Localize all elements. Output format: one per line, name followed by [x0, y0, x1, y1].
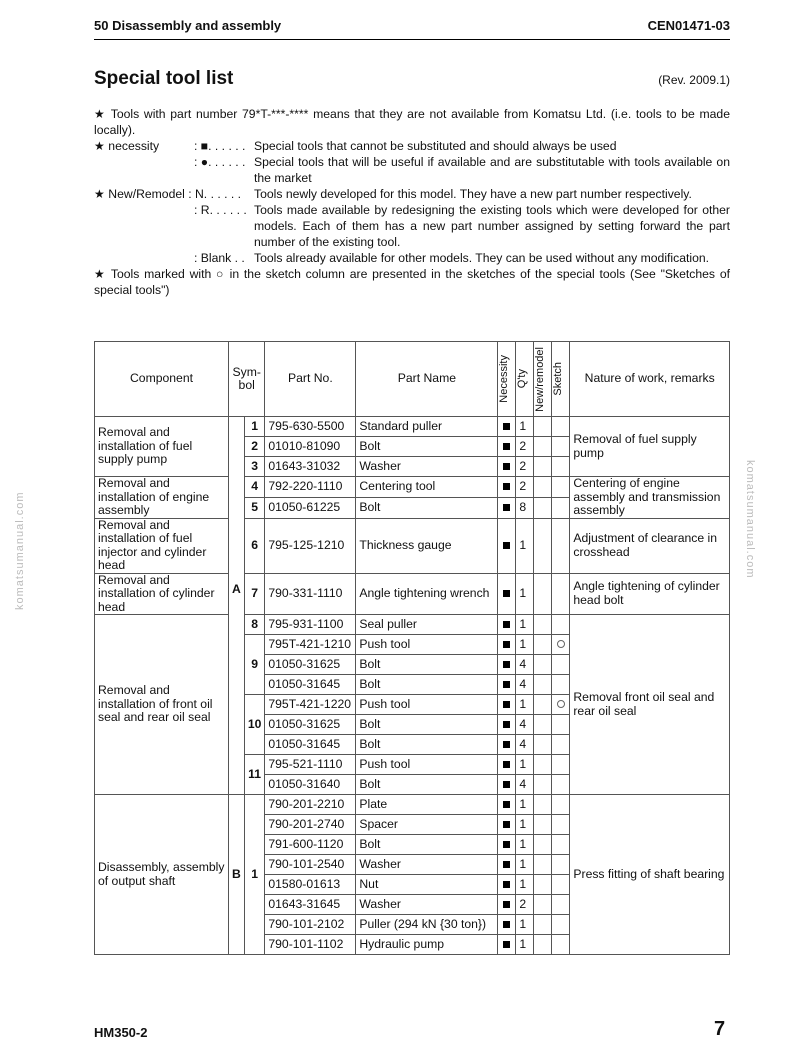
section-title: 50 Disassembly and assembly [94, 18, 282, 33]
qty-cell: 1 [516, 518, 534, 573]
part-number-cell: 795T-421-1220 [265, 695, 356, 715]
necessity-cell [498, 518, 516, 573]
document-code: CEN01471-03 [647, 18, 730, 33]
qty-cell: 2 [516, 437, 534, 457]
necessity-square-icon [503, 483, 510, 490]
nature-cell: Press fitting of shaft bearing [570, 795, 730, 955]
new-remodel-cell [534, 573, 552, 615]
component-cell: Disassembly, assembly of output shaft [95, 795, 229, 955]
note-new [94, 186, 730, 202]
sketch-cell [552, 835, 570, 855]
part-name-cell: Push tool [356, 695, 498, 715]
new-remodel-cell [534, 695, 552, 715]
necessity-cell [498, 573, 516, 615]
qty-cell: 4 [516, 715, 534, 735]
part-name-cell: Bolt [356, 437, 498, 457]
part-name-cell: Bolt [356, 655, 498, 675]
sketch-cell [552, 417, 570, 437]
sketch-cell [552, 935, 570, 955]
necessity-square-icon [503, 661, 510, 668]
tool-number-cell: 1 [244, 795, 265, 955]
part-number-cell: 795T-421-1210 [265, 635, 356, 655]
table-row [95, 518, 730, 573]
necessity-cell [498, 915, 516, 935]
part-name-cell: Bolt [356, 775, 498, 795]
part-name-cell: Bolt [356, 835, 498, 855]
blank-text: Tools already available for other models. They can be used without any modification. [254, 251, 710, 265]
qty-cell: 1 [516, 875, 534, 895]
qty-cell: 1 [516, 835, 534, 855]
col-part-name: Part Name [356, 342, 498, 417]
part-number-cell: 790-101-2540 [265, 855, 356, 875]
tool-number-cell: 2 [244, 437, 265, 457]
qty-cell: 4 [516, 775, 534, 795]
part-number-cell: 795-630-5500 [265, 417, 356, 437]
part-number-cell: 792-220-1110 [265, 477, 356, 498]
new-remodel-cell [534, 855, 552, 875]
necessity-cell [498, 815, 516, 835]
necessity-cell [498, 477, 516, 498]
necessity-square-icon [503, 881, 510, 888]
table-row [95, 417, 730, 437]
note-part-number: ★ Tools with part number 79*T-***-**** means that they are not available from Komatsu Ltd. (i.e. tools to be made locally). [94, 107, 730, 137]
sketch-cell [552, 635, 570, 655]
footer-model: HM350-2 [94, 1025, 148, 1040]
special-tool-table [94, 341, 730, 955]
sketch-cell [552, 573, 570, 615]
part-number-cell: 01010-81090 [265, 437, 356, 457]
new-remodel-cell [534, 635, 552, 655]
new-remodel-cell [534, 875, 552, 895]
part-number-cell: 790-331-1110 [265, 573, 356, 615]
table-header-row [95, 342, 730, 417]
sketch-cell [552, 895, 570, 915]
sketch-cell [552, 437, 570, 457]
new-remodel-cell [534, 735, 552, 755]
part-name-cell: Washer [356, 895, 498, 915]
necessity-cell [498, 715, 516, 735]
part-number-cell: 01050-31640 [265, 775, 356, 795]
part-name-cell: Washer [356, 457, 498, 477]
necessity-cell [498, 417, 516, 437]
new-remodel-cell [534, 755, 552, 775]
new-remodel-cell [534, 815, 552, 835]
page-title: Special tool list [94, 68, 234, 89]
necessity-cell [498, 775, 516, 795]
part-name-cell: Push tool [356, 755, 498, 775]
qty-cell: 2 [516, 457, 534, 477]
new-remodel-cell [534, 437, 552, 457]
component-cell: Removal and installation of front oil seal and rear oil seal [95, 615, 229, 795]
part-number-cell: 790-101-1102 [265, 935, 356, 955]
part-number-cell: 795-521-1110 [265, 755, 356, 775]
necessity-mark-square: : ■. . . . . . [194, 139, 246, 153]
necessity-square-icon [503, 761, 510, 768]
watermark-right: komatsumanual.com [744, 460, 756, 579]
col-part-no: Part No. [265, 342, 356, 417]
necessity-square-icon [503, 841, 510, 848]
necessity-square-icon [503, 901, 510, 908]
note-necessity-2 [94, 154, 730, 186]
part-number-cell: 01050-31645 [265, 735, 356, 755]
necessity-cell [498, 655, 516, 675]
sketch-cell [552, 875, 570, 895]
part-name-cell: Bolt [356, 715, 498, 735]
part-number-cell: 790-201-2740 [265, 815, 356, 835]
new-remodel-cell [534, 497, 552, 518]
necessity-square-icon [503, 423, 510, 430]
part-name-cell: Bolt [356, 497, 498, 518]
tool-number-cell: 10 [244, 695, 265, 755]
tool-number-cell: 6 [244, 518, 265, 573]
page-header [94, 18, 730, 40]
necessity-square-icon [503, 641, 510, 648]
sketch-cell [552, 755, 570, 775]
component-cell: Removal and installation of engine assembly [95, 477, 229, 519]
col-nature: Nature of work, remarks [570, 342, 730, 417]
necessity-cell [498, 855, 516, 875]
component-cell: Removal and installation of cylinder head [95, 573, 229, 615]
sketch-cell [552, 477, 570, 498]
necessity-square-icon [503, 504, 510, 511]
sketch-cell [552, 497, 570, 518]
necessity-square-icon [503, 681, 510, 688]
component-cell: Removal and installation of fuel injector and cylinder head [95, 518, 229, 573]
necessity-square-icon [503, 443, 510, 450]
necessity-square-icon [503, 721, 510, 728]
symbol-b-cell: B [229, 795, 245, 955]
part-number-cell: 795-125-1210 [265, 518, 356, 573]
qty-cell: 1 [516, 815, 534, 835]
necessity-label: ★ necessity [94, 139, 160, 153]
part-number-cell: 01050-31625 [265, 655, 356, 675]
qty-cell: 1 [516, 915, 534, 935]
new-remodel-cell [534, 615, 552, 635]
sketch-cell [552, 735, 570, 755]
qty-cell: 1 [516, 795, 534, 815]
part-number-cell: 01050-61225 [265, 497, 356, 518]
necessity-cell [498, 935, 516, 955]
col-qty: Q'ty [516, 369, 529, 389]
title-row [94, 68, 730, 90]
col-symbol: Sym-bol [229, 342, 265, 417]
note-blank [94, 250, 730, 266]
part-name-cell: Nut [356, 875, 498, 895]
qty-cell: 1 [516, 573, 534, 615]
part-name-cell: Centering tool [356, 477, 498, 498]
part-number-cell: 791-600-1120 [265, 835, 356, 855]
new-remodel-cell [534, 518, 552, 573]
part-name-cell: Washer [356, 855, 498, 875]
part-number-cell: 790-201-2210 [265, 795, 356, 815]
nature-cell: Adjustment of clearance in crosshead [570, 518, 730, 573]
new-remodel-cell [534, 417, 552, 437]
nature-cell: Removal front oil seal and rear oil seal [570, 615, 730, 795]
part-name-cell: Bolt [356, 735, 498, 755]
table-row [95, 477, 730, 498]
sketch-cell [552, 675, 570, 695]
necessity-square-icon [503, 701, 510, 708]
table-row [95, 573, 730, 615]
table-row [95, 795, 730, 815]
new-remodel-cell [534, 775, 552, 795]
sketch-cell [552, 695, 570, 715]
necessity-cell [498, 675, 516, 695]
qty-cell: 4 [516, 675, 534, 695]
nature-cell: Angle tightening of cylinder head bolt [570, 573, 730, 615]
necessity-cell [498, 457, 516, 477]
qty-cell: 1 [516, 855, 534, 875]
new-remodel-cell [534, 675, 552, 695]
sketch-cell [552, 715, 570, 735]
qty-cell: 4 [516, 735, 534, 755]
part-name-cell: Spacer [356, 815, 498, 835]
necessity-cell [498, 875, 516, 895]
sketch-cell [552, 655, 570, 675]
new-remodel-cell [534, 915, 552, 935]
necessity-square-icon [503, 781, 510, 788]
new-remodel-cell [534, 935, 552, 955]
part-name-cell: Standard puller [356, 417, 498, 437]
qty-cell: 1 [516, 417, 534, 437]
note-sketch: ★ Tools marked with ○ in the sketch column are presented in the sketches of the special tools (See "Sketches of special tools") [94, 267, 730, 297]
symbol-a-label: A [232, 581, 241, 596]
tool-number-cell: 4 [244, 477, 265, 498]
necessity-cell [498, 755, 516, 775]
necessity-cell [498, 437, 516, 457]
watermark-left: komatsumanual.com [14, 491, 26, 610]
sketch-cell [552, 795, 570, 815]
part-number-cell: 01050-31625 [265, 715, 356, 735]
necessity-square-icon [503, 941, 510, 948]
remodel-label: : R. . . . . . [194, 203, 247, 217]
new-remodel-cell [534, 795, 552, 815]
necessity-cell [498, 835, 516, 855]
sketch-circle-icon [557, 700, 565, 708]
necessity-square-icon [503, 821, 510, 828]
remodel-text: Tools made available by redesigning the existing tools which were developed for other models. Each of them has a new part number assigned by setting forward the part number of the existing tool. [254, 203, 730, 249]
page-number: 7 [714, 1018, 726, 1040]
necessity-cell [498, 497, 516, 518]
necessity-cell [498, 795, 516, 815]
note-necessity-1 [94, 138, 730, 154]
qty-cell: 4 [516, 655, 534, 675]
revision: (Rev. 2009.1) [658, 73, 730, 87]
part-number-cell: 790-101-2102 [265, 915, 356, 935]
necessity-text-2: Special tools that will be useful if available and are substitutable with tools available on the market [254, 155, 730, 185]
part-name-cell: Angle tightening wrench [356, 573, 498, 615]
part-name-cell: Puller (294 kN {30 ton}) [356, 915, 498, 935]
tool-number-cell: 5 [244, 497, 265, 518]
necessity-text-1: Special tools that cannot be substituted and should always be used [254, 139, 617, 153]
part-number-cell: 01643-31032 [265, 457, 356, 477]
part-number-cell: 795-931-1100 [265, 615, 356, 635]
necessity-cell [498, 695, 516, 715]
nature-cell: Centering of engine assembly and transmission assembly [570, 477, 730, 519]
sketch-cell [552, 915, 570, 935]
new-remodel-cell [534, 655, 552, 675]
part-name-cell: Push tool [356, 635, 498, 655]
tool-number-cell: 7 [244, 573, 265, 615]
new-remodel-cell [534, 477, 552, 498]
component-cell: Removal and installation of fuel supply pump [95, 417, 229, 477]
sketch-cell [552, 775, 570, 795]
symbol-a-cell [229, 417, 245, 795]
tool-number-cell: 9 [244, 635, 265, 695]
necessity-cell [498, 735, 516, 755]
new-remodel-cell [534, 835, 552, 855]
necessity-square-icon [503, 921, 510, 928]
necessity-square-icon [503, 861, 510, 868]
blank-label: : Blank . . [194, 251, 245, 265]
new-remodel-cell [534, 715, 552, 735]
necessity-square-icon [503, 542, 510, 549]
part-name-cell: Bolt [356, 675, 498, 695]
qty-cell: 2 [516, 477, 534, 498]
part-number-cell: 01580-01613 [265, 875, 356, 895]
col-component: Component [95, 342, 229, 417]
sketch-cell [552, 855, 570, 875]
qty-cell: 2 [516, 895, 534, 915]
qty-cell: 1 [516, 755, 534, 775]
tool-number-cell: 1 [244, 417, 265, 437]
necessity-square-icon [503, 463, 510, 470]
necessity-cell [498, 895, 516, 915]
sketch-cell [552, 815, 570, 835]
sketch-circle-icon [557, 640, 565, 648]
sketch-cell [552, 457, 570, 477]
new-remodel-label: ★ New/Remodel : N. . . . . . [94, 187, 242, 201]
new-remodel-cell [534, 457, 552, 477]
qty-cell: 1 [516, 615, 534, 635]
part-name-cell: Hydraulic pump [356, 935, 498, 955]
necessity-mark-circle: : ●. . . . . . [194, 155, 246, 169]
notes-block [94, 106, 730, 298]
qty-cell: 1 [516, 695, 534, 715]
new-text: Tools newly developed for this model. They have a new part number respectively. [254, 187, 692, 201]
qty-cell: 8 [516, 497, 534, 518]
part-name-cell: Plate [356, 795, 498, 815]
part-name-cell: Seal puller [356, 615, 498, 635]
nature-cell: Removal of fuel supply pump [570, 417, 730, 477]
col-new-remodel: New/remodel [534, 346, 547, 412]
necessity-square-icon [503, 741, 510, 748]
col-necessity: Necessity [498, 355, 511, 403]
necessity-cell [498, 635, 516, 655]
tool-number-cell: 8 [244, 615, 265, 635]
part-number-cell: 01050-31645 [265, 675, 356, 695]
part-name-cell: Thickness gauge [356, 518, 498, 573]
necessity-square-icon [503, 590, 510, 597]
qty-cell: 1 [516, 635, 534, 655]
tool-number-cell: 11 [244, 755, 265, 795]
new-remodel-cell [534, 895, 552, 915]
table-row [95, 615, 730, 635]
part-number-cell: 01643-31645 [265, 895, 356, 915]
col-sketch: Sketch [552, 362, 565, 396]
tool-number-cell: 3 [244, 457, 265, 477]
sketch-cell [552, 518, 570, 573]
qty-cell: 1 [516, 935, 534, 955]
sketch-cell [552, 615, 570, 635]
necessity-cell [498, 615, 516, 635]
necessity-square-icon [503, 801, 510, 808]
necessity-square-icon [503, 621, 510, 628]
note-remodel [94, 202, 730, 250]
